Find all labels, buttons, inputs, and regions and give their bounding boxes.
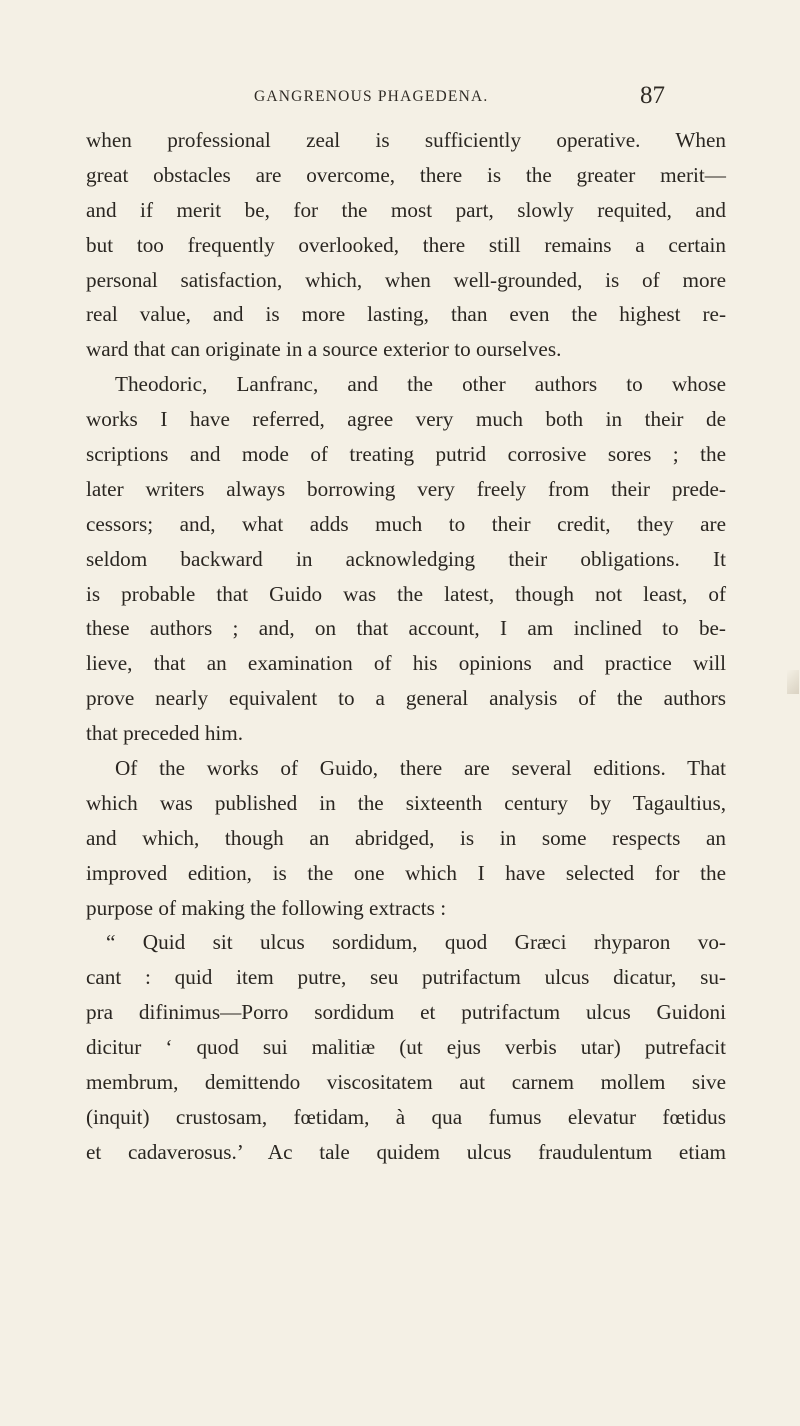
- text-line: prove nearly equivalent to a general analysis of the authors: [86, 686, 726, 711]
- text-line: works I have referred, agree very much both in their de: [86, 407, 726, 432]
- text-line: when professional zeal is sufficiently operative. When: [86, 128, 726, 152]
- text-line: et cadaverosus.’ Ac tale quidem ulcus fraudulentum etiam: [86, 1139, 726, 1164]
- text-line: and which, though an abridged, is in some respects an: [86, 825, 726, 850]
- running-head: [0, 84, 800, 114]
- text-line: improved edition, is the one which I have selected for the: [86, 860, 726, 885]
- running-title: GANGRENOUS PHAGEDENA.: [254, 88, 489, 105]
- text-line: later writers always borrowing very freely from their prede-: [86, 476, 726, 501]
- text-line: membrum, demittendo viscositatem aut carnem mollem sive: [86, 1070, 726, 1095]
- text-line: great obstacles are overcome, there is the greater merit—: [86, 162, 726, 187]
- text-line: “ Quid sit ulcus sordidum, quod Græci rhyparon vo-: [106, 930, 726, 955]
- text-line: seldom backward in acknowledging their obligations. It: [86, 546, 726, 571]
- text-line: but too frequently overlooked, there still remains a certain: [86, 232, 726, 257]
- text-line: scriptions and mode of treating putrid corrosive sores ; the: [86, 442, 726, 467]
- text-line: and if merit be, for the most part, slowly requited, and: [86, 197, 726, 222]
- text-line: ward that can originate in a source exterior to ourselves.: [86, 337, 562, 362]
- text-line: these authors ; and, on that account, I am inclined to be-: [86, 616, 726, 641]
- text-line: that preceded him.: [86, 721, 244, 746]
- text-line: personal satisfaction, which, when well-grounded, is of more: [86, 267, 726, 292]
- text-line: cessors; and, what adds much to their credit, they are: [86, 511, 726, 536]
- text-line: pra difinimus—Porro sordidum et putrifactum ulcus Guidoni: [86, 1000, 726, 1025]
- text-line: real value, and is more lasting, than even the highest re-: [86, 302, 726, 327]
- text-line: Of the works of Guido, there are several editions. That: [115, 756, 726, 781]
- text-line: Theodoric, Lanfranc, and the other authors to whose: [115, 372, 726, 397]
- page-edge-mark: [787, 670, 799, 694]
- text-line: (inquit) crustosam, fœtidam, à qua fumus elevatur fœtidus: [86, 1104, 726, 1129]
- text-line: dicitur ‘ quod sui malitiæ (ut ejus verbis utar) putrefacit: [86, 1035, 726, 1060]
- text-line: lieve, that an examination of his opinions and practice will: [86, 651, 726, 676]
- page-number: 87: [640, 82, 665, 109]
- text-line: purpose of making the following extracts :: [86, 895, 447, 920]
- text-line: is probable that Guido was the latest, though not least, of: [86, 581, 726, 606]
- text-line: which was published in the sixteenth century by Tagaultius,: [86, 790, 726, 815]
- text-line: cant : quid item putre, seu putrifactum ulcus dicatur, su-: [86, 965, 726, 990]
- body-text: [86, 123, 726, 1170]
